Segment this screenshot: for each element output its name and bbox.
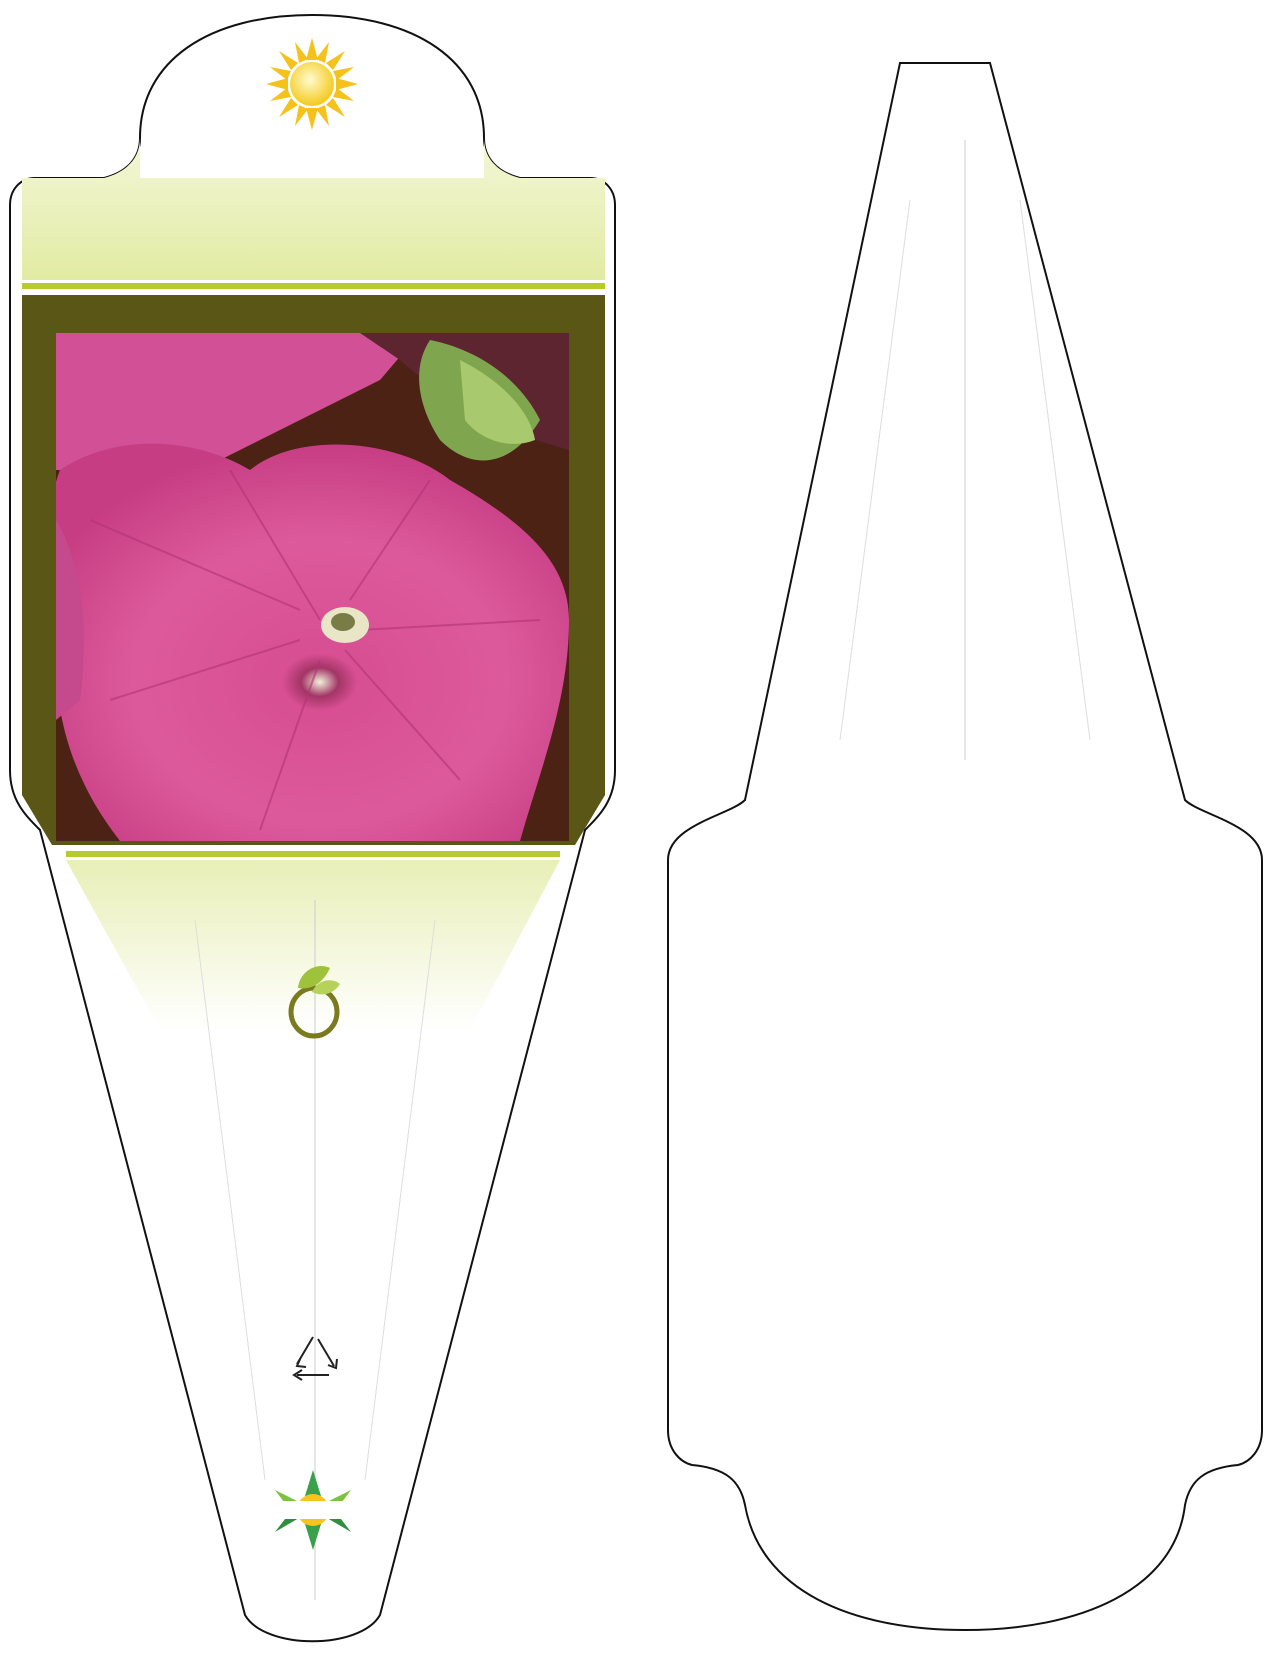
sun-icon [266, 38, 358, 130]
accent-line-bottom [66, 851, 560, 857]
accent-line [22, 283, 605, 289]
flower-photo [50, 333, 569, 841]
